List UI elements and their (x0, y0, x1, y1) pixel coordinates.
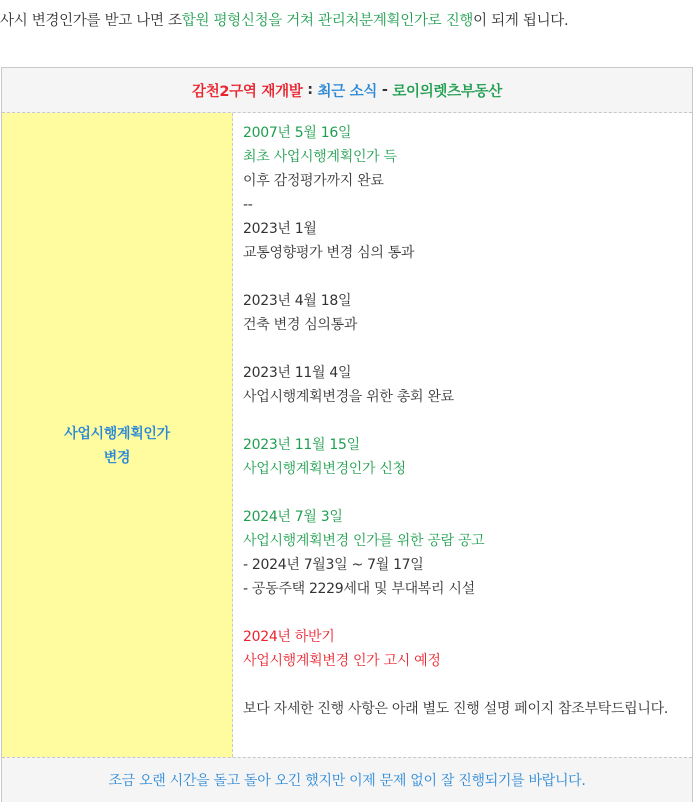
timeline-line: 2023년 11월 4일 (243, 365, 352, 381)
header-blog-name: 로이의렛츠부동산 (392, 83, 502, 100)
table-footer (2, 757, 692, 802)
timeline-line: 사업시행계획변경을 위한 총회 완료 (243, 389, 454, 405)
timeline-spacer (243, 265, 684, 289)
intro-paragraph (0, 9, 695, 33)
timeline-line: 2023년 11월 15일 (243, 437, 360, 453)
timeline-line: 2024년 7월 3일 (243, 509, 343, 525)
timeline-spacer (243, 337, 684, 361)
timeline-line: 최초 사업시행계획인가 득 (243, 149, 397, 165)
timeline-line: 2023년 1월 (243, 221, 317, 237)
timeline-cell (233, 113, 692, 757)
intro-text-highlight: 합원 평형신청을 거쳐 관리처분계획인가로 진행 (181, 13, 474, 29)
timeline-line: 2024년 하반기 (243, 629, 335, 645)
timeline-spacer (243, 601, 684, 625)
timeline-line: 사업시행계획변경 인가를 위한 공람 공고 (243, 533, 485, 549)
timeline-spacer (243, 673, 684, 697)
timeline-line: 보다 자세한 진행 사항은 아래 별도 진행 설명 페이지 참조부탁드립니다. (243, 701, 668, 717)
header-area-title: 감천2구역 재개발 (192, 83, 303, 100)
timeline-line: - 공동주택 2229세대 및 부대복리 시설 (243, 581, 475, 597)
intro-text-before: 사시 변경인가를 받고 나면 조 (0, 13, 182, 29)
table-header (2, 68, 692, 113)
timeline-line: 사업시행계획변경인가 신청 (243, 461, 406, 477)
news-table (1, 67, 693, 802)
footer-message: 조금 오랜 시간을 돌고 돌아 오긴 했지만 이제 문제 없이 잘 진행되기를 바랍니다. (108, 773, 586, 789)
timeline-spacer (243, 481, 684, 505)
timeline-line: 교통영향평가 변경 심의 통과 (243, 245, 415, 261)
timeline-line: 2007년 5월 16일 (243, 125, 352, 141)
header-separator-dash: - (377, 82, 393, 98)
header-separator-colon: : (302, 82, 318, 98)
label-line-1: 사업시행계획인가 (64, 426, 170, 442)
header-news-label: 최근 소식 (317, 83, 378, 100)
intro-text-after: 이 되게 됩니다. (473, 13, 569, 29)
timeline-line: 이후 감정평가까지 완료 (243, 173, 384, 189)
timeline-line: -- (243, 197, 253, 213)
timeline-spacer (243, 409, 684, 433)
timeline-line: - 2024년 7월3일 ~ 7월 17일 (243, 557, 424, 573)
timeline-line: 2023년 4월 18일 (243, 293, 352, 309)
label-cell (2, 113, 233, 757)
label-line-2: 변경 (103, 450, 131, 466)
label-cell-text (64, 422, 170, 470)
timeline-line: 건축 변경 심의통과 (243, 317, 358, 333)
timeline-line: 사업시행계획변경 인가 고시 예정 (243, 653, 441, 669)
